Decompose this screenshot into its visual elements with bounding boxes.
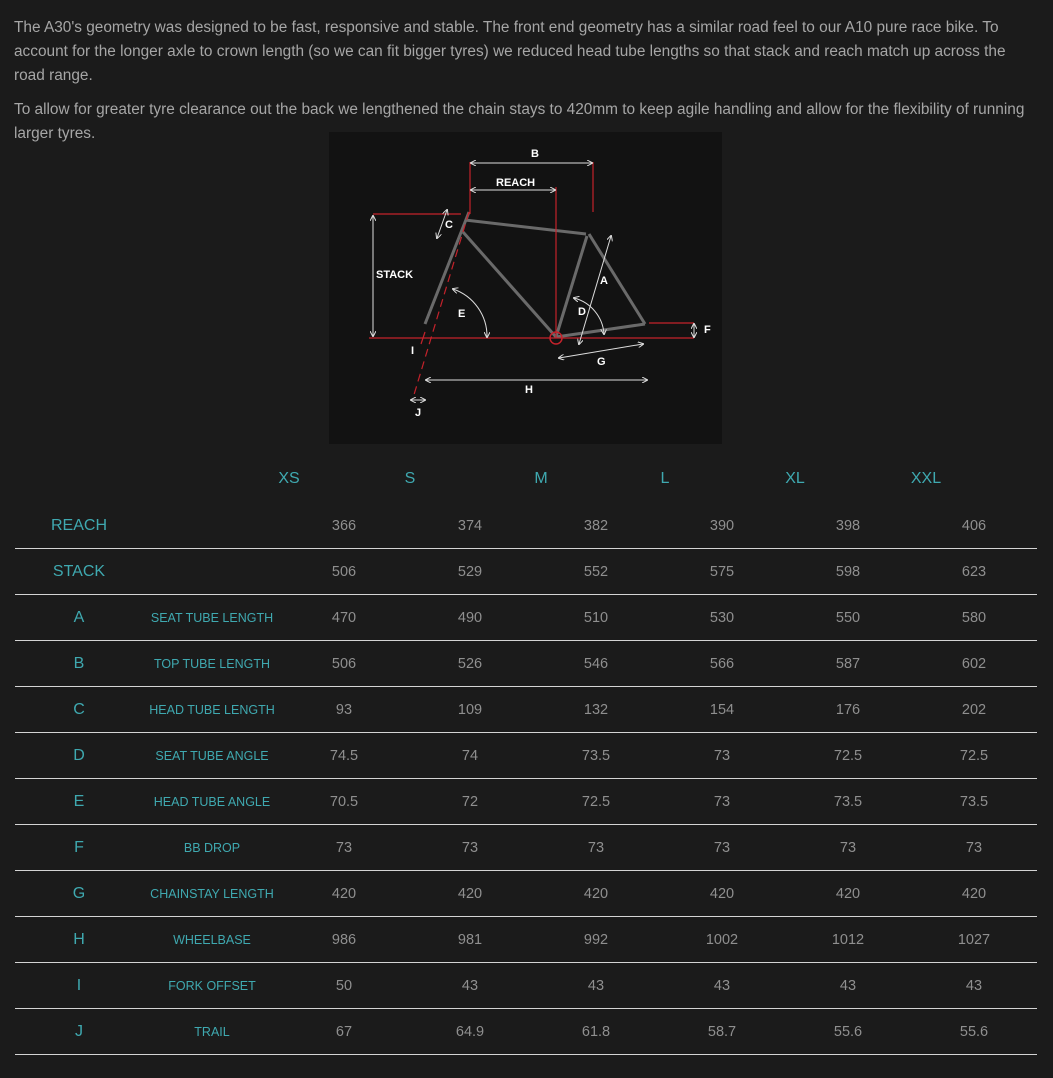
row-label: TRAIL [143, 1009, 281, 1055]
cell-value: 598 [785, 549, 911, 595]
cell-value: 93 [281, 687, 407, 733]
cell-value: 566 [659, 641, 785, 687]
cell-value: 552 [533, 549, 659, 595]
row-label: SEAT TUBE ANGLE [143, 733, 281, 779]
table-row [15, 1009, 1037, 1055]
cell-value: 587 [785, 641, 911, 687]
label-i: I [411, 345, 415, 357]
label-c: C [445, 219, 453, 231]
cell-value: 526 [407, 641, 533, 687]
cell-value: 602 [911, 641, 1037, 687]
cell-value: 43 [785, 963, 911, 1009]
intro-paragraph-1: The A30's geometry was designed to be fast, responsive and stable. The front end geometry has a similar road feel to our A10 pure race bike. To account for the longer axle to crown length (so we can fit bigger tyres) we reduced head tube lengths so that stack and reach match up across the road range. [14, 19, 1006, 84]
cell-value: 73 [659, 825, 785, 871]
label-h: H [525, 384, 533, 396]
label-e: E [458, 308, 466, 320]
row-letter: E [15, 779, 143, 825]
cell-value: 202 [911, 687, 1037, 733]
row-letter: D [15, 733, 143, 779]
cell-value: 420 [533, 871, 659, 917]
cell-value: 530 [659, 595, 785, 641]
row-label: HEAD TUBE LENGTH [143, 687, 281, 733]
table-row [15, 503, 1037, 549]
cell-value: 176 [785, 687, 911, 733]
cell-value: 366 [281, 503, 407, 549]
cell-value: 73 [911, 825, 1037, 871]
table-row [15, 779, 1037, 825]
label-b: B [531, 148, 539, 160]
cell-value: 72.5 [911, 733, 1037, 779]
cell-value: 74.5 [281, 733, 407, 779]
label-a: A [600, 275, 608, 287]
cell-value: 67 [281, 1009, 407, 1055]
geometry-table [15, 503, 1037, 1055]
cell-value: 390 [659, 503, 785, 549]
cell-value: 420 [659, 871, 785, 917]
size-header-xs: XS [278, 470, 300, 487]
cell-value: 55.6 [911, 1009, 1037, 1055]
row-label: TOP TUBE LENGTH [143, 641, 281, 687]
table-row [15, 963, 1037, 1009]
row-letter: C [15, 687, 143, 733]
cell-value: 132 [533, 687, 659, 733]
cell-value: 74 [407, 733, 533, 779]
cell-value: 575 [659, 549, 785, 595]
cell-value: 43 [407, 963, 533, 1009]
cell-value: 510 [533, 595, 659, 641]
cell-value: 50 [281, 963, 407, 1009]
cell-value: 64.9 [407, 1009, 533, 1055]
cell-value: 546 [533, 641, 659, 687]
cell-value: 73.5 [785, 779, 911, 825]
cell-value: 72.5 [533, 779, 659, 825]
row-letter: G [15, 871, 143, 917]
geometry-diagram [329, 132, 722, 444]
row-letter: A [15, 595, 143, 641]
table-row [15, 549, 1037, 595]
row-letter: H [15, 917, 143, 963]
cell-value: 420 [911, 871, 1037, 917]
row-letter: B [15, 641, 143, 687]
cell-value: 1027 [911, 917, 1037, 963]
row-label: WHEELBASE [143, 917, 281, 963]
size-header-l: L [660, 470, 670, 487]
intro-paragraph-2: To allow for greater tyre clearance out the back we lengthened the chain stays to 420mm to keep agile handling and allow for the flexibility of running larger tyres. [14, 101, 1025, 142]
table-row [15, 871, 1037, 917]
row-letter: J [15, 1009, 143, 1055]
cell-value: 374 [407, 503, 533, 549]
cell-value: 73 [785, 825, 911, 871]
cell-value: 109 [407, 687, 533, 733]
label-reach: REACH [496, 177, 536, 189]
cell-value: 490 [407, 595, 533, 641]
row-label: SEAT TUBE LENGTH [143, 595, 281, 641]
row-letter: I [15, 963, 143, 1009]
cell-value: 43 [533, 963, 659, 1009]
row-label [143, 503, 281, 549]
cell-value: 1002 [659, 917, 785, 963]
label-stack: STACK [376, 269, 414, 281]
cell-value: 154 [659, 687, 785, 733]
cell-value: 73 [533, 825, 659, 871]
cell-value: 981 [407, 917, 533, 963]
cell-value: 529 [407, 549, 533, 595]
row-letter: REACH [15, 503, 143, 549]
cell-value: 73 [659, 779, 785, 825]
row-label: FORK OFFSET [143, 963, 281, 1009]
label-g: G [597, 356, 606, 368]
row-letter: F [15, 825, 143, 871]
cell-value: 55.6 [785, 1009, 911, 1055]
row-label: BB DROP [143, 825, 281, 871]
cell-value: 72 [407, 779, 533, 825]
row-label: HEAD TUBE ANGLE [143, 779, 281, 825]
row-label: CHAINSTAY LENGTH [143, 871, 281, 917]
cell-value: 580 [911, 595, 1037, 641]
cell-value: 420 [785, 871, 911, 917]
label-f: F [704, 324, 711, 336]
label-j: J [415, 407, 422, 419]
row-letter: STACK [15, 549, 143, 595]
cell-value: 43 [659, 963, 785, 1009]
table-row [15, 733, 1037, 779]
table-row [15, 825, 1037, 871]
cell-value: 61.8 [533, 1009, 659, 1055]
table-row [15, 917, 1037, 963]
cell-value: 986 [281, 917, 407, 963]
cell-value: 420 [281, 871, 407, 917]
cell-value: 72.5 [785, 733, 911, 779]
cell-value: 398 [785, 503, 911, 549]
cell-value: 623 [911, 549, 1037, 595]
cell-value: 382 [533, 503, 659, 549]
cell-value: 1012 [785, 917, 911, 963]
cell-value: 58.7 [659, 1009, 785, 1055]
size-header-xl: XL [785, 470, 805, 487]
cell-value: 470 [281, 595, 407, 641]
cell-value: 73 [281, 825, 407, 871]
cell-value: 70.5 [281, 779, 407, 825]
cell-value: 506 [281, 641, 407, 687]
dimension-lines-white [373, 163, 694, 400]
label-d: D [578, 306, 586, 318]
cell-value: 420 [407, 871, 533, 917]
size-header-s: S [404, 470, 416, 487]
dimension-lines-red [369, 162, 694, 398]
cell-value: 43 [911, 963, 1037, 1009]
table-row [15, 595, 1037, 641]
size-header-m: M [534, 470, 548, 487]
cell-value: 73.5 [911, 779, 1037, 825]
table-row [15, 641, 1037, 687]
cell-value: 550 [785, 595, 911, 641]
table-row [15, 687, 1037, 733]
cell-value: 73.5 [533, 733, 659, 779]
row-label [143, 549, 281, 595]
cell-value: 992 [533, 917, 659, 963]
size-header-xxl: XXL [910, 470, 942, 487]
cell-value: 73 [407, 825, 533, 871]
cell-value: 73 [659, 733, 785, 779]
cell-value: 406 [911, 503, 1037, 549]
cell-value: 506 [281, 549, 407, 595]
